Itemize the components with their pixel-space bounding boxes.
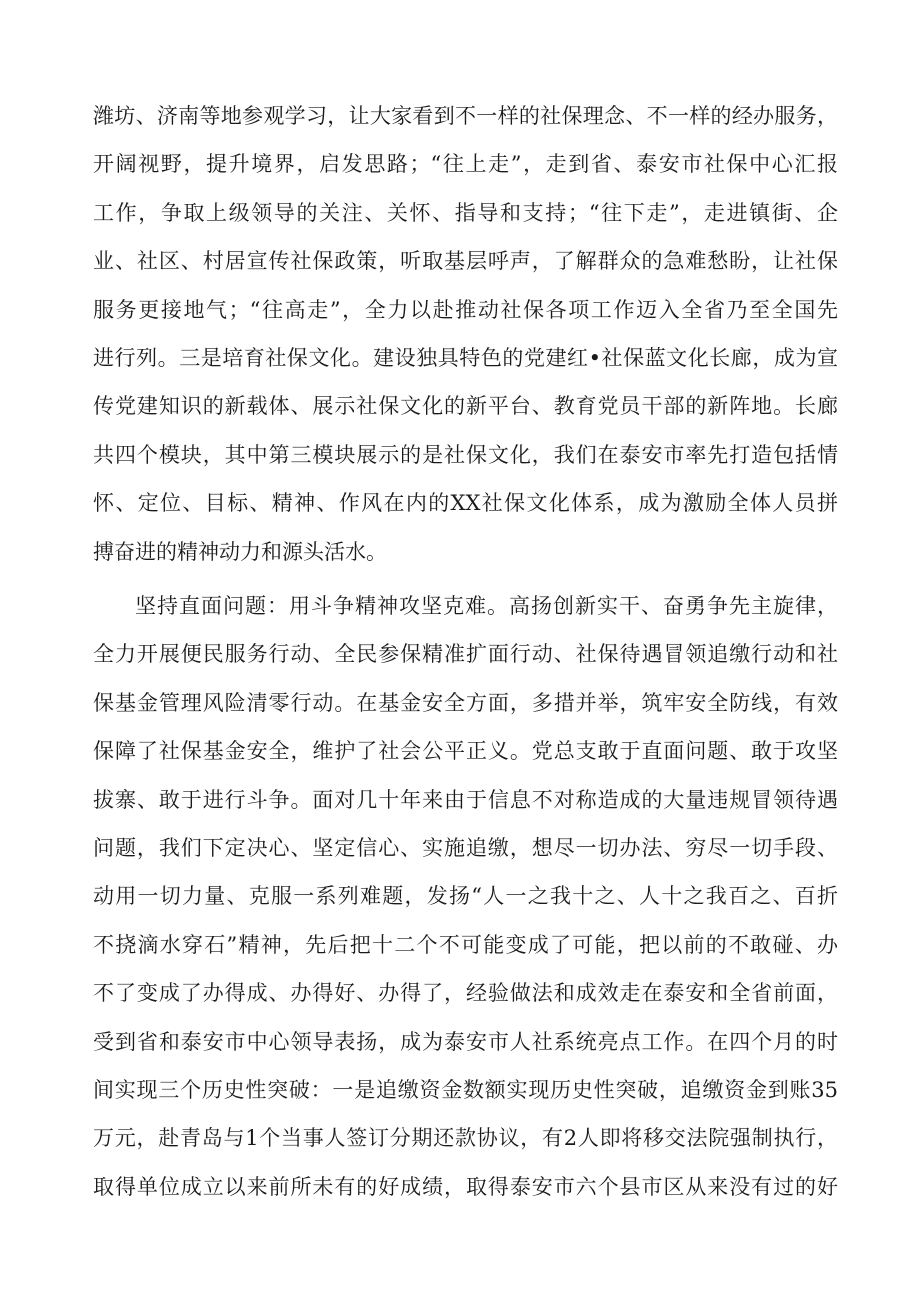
paragraph-line: 传党建知识的新载体、展示社保文化的新平台、教育党员干部的新阵地。长廊: [93, 394, 838, 419]
paragraph-line: 共四个模块，其中第三模块展示的是社保文化，我们在泰安市率先打造包括情: [93, 442, 838, 467]
paragraph-line: 不挠滴水穿石”精神，先后把十二个不可能变成了可能，把以前的不敢碰、办: [93, 932, 838, 957]
paragraph-line: 间实现三个历史性突破：一是追缴资金数额实现历史性突破，追缴资金到账35: [93, 1077, 838, 1102]
paragraph-line: 潍坊、济南等地参观学习，让大家看到不一样的社保理念、不一样的经办服务，: [93, 104, 838, 128]
paragraph-line: 取得单位成立以来前所未有的好成绩，取得泰安市六个县市区从来没有过的好: [93, 1174, 838, 1199]
paragraph-line: 动用一切力量、克服一系列难题，发扬“人一之我十之、人十之我百之、百折: [93, 884, 838, 909]
paragraph-line: 受到省和泰安市中心领导表扬，成为泰安市人社系统亮点工作。在四个月的时: [93, 1029, 838, 1054]
paragraph-line: 拔寨、敢于进行斗争。面对几十年来由于信息不对称造成的大量违规冒领待遇: [93, 787, 838, 812]
paragraph-line: 坚持直面问题：用斗争精神攻坚克难。高扬创新实干、奋勇争先主旋律，: [135, 594, 838, 618]
paragraph-line: 保障了社保基金安全，维护了社会公平正义。党总支敢于直面问题、敢于攻坚: [93, 739, 838, 764]
paragraph-line: 全力开展便民服务行动、全民参保精准扩面行动、社保待遇冒领追缴行动和社: [93, 642, 838, 667]
paragraph-line: 服务更接地气；“往高走”，全力以赴推动社保各项工作迈入全省乃至全国先: [93, 297, 838, 322]
paragraph-line: 万元，赴青岛与1个当事人签订分期还款协议，有2人即将移交法院强制执行，: [93, 1126, 838, 1151]
paragraph-line: 工作，争取上级领导的关注、关怀、指导和支持；“往下走”，走进镇街、企: [93, 200, 838, 225]
paragraph-2: [93, 582, 838, 1211]
paragraph-1: [93, 92, 838, 576]
paragraph-line: 开阔视野，提升境界，启发思路；“往上走”，走到省、泰安市社保中心汇报: [93, 152, 838, 177]
paragraph-line: 不了变成了办得成、办得好、办得了，经验做法和成效走在泰安和全省前面，: [93, 981, 838, 1006]
paragraph-line: 搏奋进的精神动力和源头活水。: [93, 539, 387, 564]
paragraph-line: 业、社区、村居宣传社保政策，听取基层呼声，了解群众的急难愁盼，让社保: [93, 249, 838, 274]
paragraph-line: 进行列。三是培育社保文化。建设独具特色的党建红•社保蓝文化长廊，成为宣: [93, 345, 838, 370]
paragraph-line: 保基金管理风险清零行动。在基金安全方面，多措并举，筑牢安全防线，有效: [93, 690, 838, 715]
paragraph-line: 问题，我们下定决心、坚定信心、实施追缴，想尽一切办法、穷尽一切手段、: [93, 835, 838, 860]
paragraph-line: 怀、定位、目标、精神、作风在内的XX社保文化体系，成为激励全体人员拼: [93, 491, 838, 516]
